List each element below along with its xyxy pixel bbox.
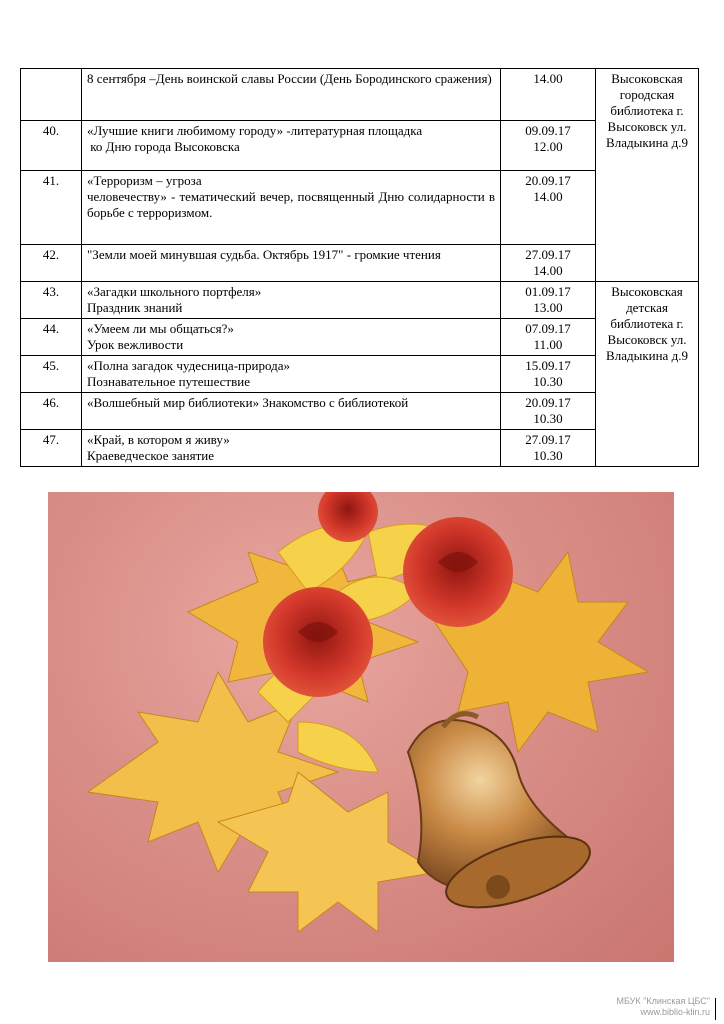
footer-divider (715, 998, 716, 1020)
event-day: 20.09.17 (525, 173, 571, 188)
event-date (501, 430, 596, 467)
event-time: 14.00 (533, 71, 563, 86)
flowers-bell-photo (48, 492, 674, 962)
row-number: 43. (21, 282, 82, 319)
event-title: «Волшебный мир библиотеки» Знакомство с библиотекой (87, 395, 409, 410)
event-time: 10.30 (533, 411, 563, 426)
event-time: 14.00 (533, 189, 563, 204)
event-day: 27.09.17 (525, 432, 571, 447)
event-time: 14.00 (533, 263, 563, 278)
event-title: «Край, в котором я живу» (87, 432, 230, 447)
event-title: "Земли моей минувшая судьба. Октябрь 1917" - громкие чтения (87, 247, 441, 262)
event-day: 15.09.17 (525, 358, 571, 373)
event-date (501, 171, 596, 245)
footer-organization: МБУК "Клинская ЦБС" (616, 996, 710, 1006)
event-time: 13.00 (533, 300, 563, 315)
table-row (21, 69, 699, 121)
event-subtitle: ко Дню города Высоковска (87, 139, 240, 154)
event-date (501, 393, 596, 430)
event-subtitle: Краеведческое занятие (87, 448, 214, 463)
event-date (501, 121, 596, 171)
event-subtitle: Урок вежливости (87, 337, 184, 352)
event-description (82, 245, 501, 282)
event-title: «Загадки школьного портфеля» (87, 284, 262, 299)
event-date (501, 319, 596, 356)
row-number: 46. (21, 393, 82, 430)
event-time: 11.00 (533, 337, 563, 352)
row-number: 44. (21, 319, 82, 356)
event-description (82, 319, 501, 356)
event-title: «Лучшие книги любимому городу» -литературная площадка (87, 123, 423, 138)
event-time: 10.30 (533, 448, 563, 463)
event-description (82, 171, 501, 245)
event-description (82, 282, 501, 319)
event-description (82, 69, 501, 121)
event-description (82, 121, 501, 171)
event-date (501, 69, 596, 121)
row-number: 47. (21, 430, 82, 467)
row-number: 45. (21, 356, 82, 393)
event-title: «Терроризм – угроза (87, 173, 202, 188)
event-day: 20.09.17 (525, 395, 571, 410)
row-number (21, 69, 82, 121)
event-date (501, 356, 596, 393)
event-description (82, 356, 501, 393)
event-title: «Полна загадок чудесница-природа» (87, 358, 290, 373)
event-time: 10.30 (533, 374, 563, 389)
event-subtitle: Праздник знаний (87, 300, 183, 315)
event-day: 01.09.17 (525, 284, 571, 299)
row-number: 40. (21, 121, 82, 171)
bell-icon (408, 714, 598, 922)
event-day: 07.09.17 (525, 321, 571, 336)
event-day: 09.09.17 (525, 123, 571, 138)
event-subtitle: человечеству» - тематический вечер, посвященный Дню солидарности в борьбе с терроризмом. (87, 189, 495, 220)
event-description (82, 430, 501, 467)
venue-children-library: Высоковская детская библиотека г. Высоковск ул. Владыкина д.9 (596, 282, 699, 467)
event-time: 12.00 (533, 139, 563, 154)
venue-city-library: Высоковская городская библиотека г. Высоковск ул. Владыкина д.9 (596, 69, 699, 282)
row-number: 42. (21, 245, 82, 282)
event-date (501, 282, 596, 319)
footer-website: www.biblio-klin.ru (640, 1007, 710, 1017)
footer-watermark (616, 996, 710, 1018)
table-row (21, 282, 699, 319)
event-date (501, 245, 596, 282)
event-day: 27.09.17 (525, 247, 571, 262)
row-number: 41. (21, 171, 82, 245)
flowers-bell-illustration (48, 492, 674, 962)
event-description (82, 393, 501, 430)
event-subtitle: Познавательное путешествие (87, 374, 250, 389)
events-table (20, 68, 699, 467)
event-title: «Умеем ли мы общаться?» (87, 321, 234, 336)
event-title: 8 сентября –День воинской славы России (День Бородинского сражения) (87, 71, 492, 86)
